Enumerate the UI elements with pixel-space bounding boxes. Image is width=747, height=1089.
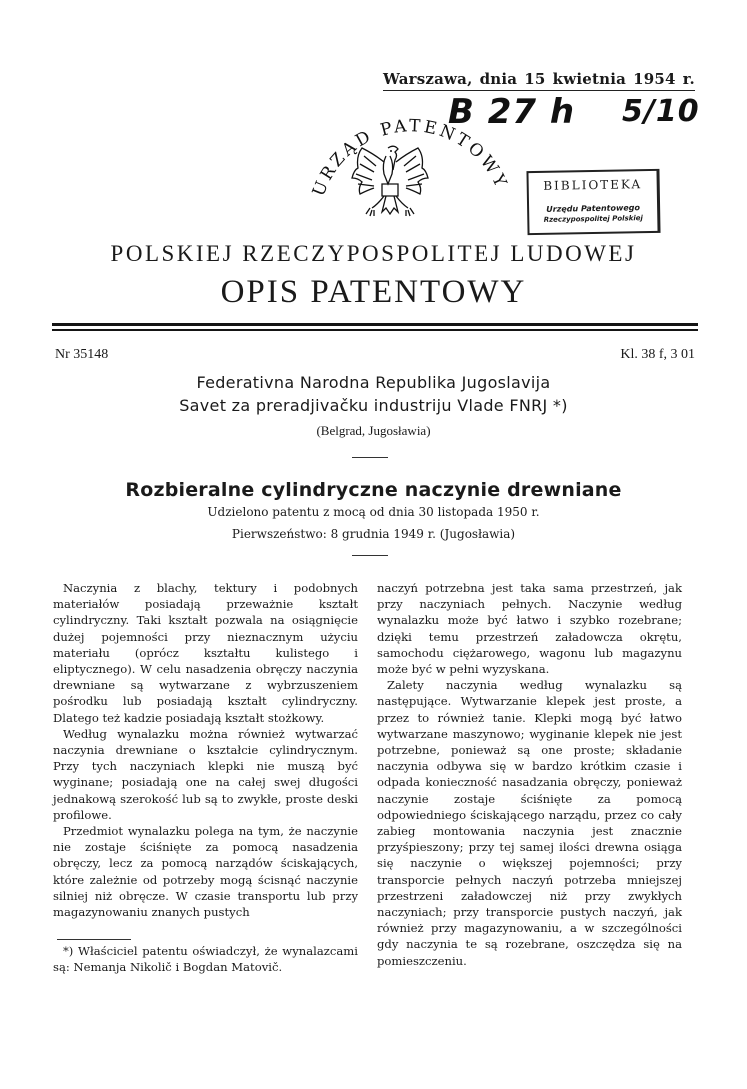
patent-number: Nr 35148 <box>55 347 109 362</box>
date-day-word: dnia <box>479 70 518 88</box>
owner-line-2: Savet za preradjivačku industriju Vlade FNRJ *) <box>179 396 568 415</box>
patent-title: Rozbieralne cylindryczne naczynie drewniane <box>125 479 622 501</box>
office-arch-label: URZĄD PATENTOWY <box>308 116 512 200</box>
date-year: 1954 <box>633 70 676 88</box>
stamp-line1: BIBLIOTEKA <box>543 177 643 193</box>
handwritten-subclass: 5/10 <box>622 94 700 129</box>
stamp-line2: Urzędu Patentowego <box>546 203 641 214</box>
paragraph: Zalety naczynia według wynalazku są następujące. Wytwarzanie klepek jest proste, a przez to również tanie. Klepki mogą być łatwo wytwarzane maszynowo; wyginanie klepek nie jest potrzebne, ponieważ są one proste; składanie naczynia odbywa się w bardzo krótkim czasie i odpada konieczność nasadzania obręczy, ponieważ naczynie zostaje ściśnięte za pomocą odpowiedniego ściskającego narządu, przez co cały zabieg montowania naczynia jest znacznie przyśpieszony; przy tej samej ilości drewna osiąga się naczynie o większej pojemności; przy transporcie pełnych naczyń potrzeba mniejszej przestrzeni załadowczej niż przy zwykłych naczyniach; przy transporcie pustych naczyń, jak również przy magazynowaniu, a w szczególności gdy naczynia te są rozebrane, oszczędza się na pomieszczeniu. <box>377 678 682 968</box>
grant-date: Udzielono patentu z mocą od dnia 30 listopada 1950 r. <box>207 505 540 519</box>
date-day: 15 <box>524 70 546 88</box>
priority-date: Pierwszeństwo: 8 grudnia 1949 r. (Jugosławia) <box>231 527 516 541</box>
handwritten-class: B 27 h <box>448 92 576 132</box>
footnote-rule <box>57 939 131 940</box>
date-place: Warszawa, <box>383 70 473 88</box>
patent-classification: Kl. 38 f, 3 01 <box>620 347 695 362</box>
owner-city: (Belgrad, Jugosławia) <box>316 423 431 438</box>
owner-line-1: Federativna Narodna Republika Jugoslavija <box>196 373 551 392</box>
divider <box>352 457 388 458</box>
masthead-rule-thin <box>52 329 698 331</box>
footnote <box>53 943 358 975</box>
paragraph: Według wynalazku można również wytwarzać naczynia drewniane o kształcie cylindrycznym. Przy tych naczyniach klepki nie muszą być wyginane; posiadają one na całej swej długości jednakową szerokość lub są to zwykłe, proste deski profilowe. <box>53 726 358 822</box>
paragraph: naczyń potrzebna jest taka sama przestrzeń, jak przy naczyniach pełnych. Naczynie według wynalazku może być łatwo i szybko rozebrane; dzięki temu przestrzeń załadowcza okrętu, samochodu ciężarowego, wagonu lub magazynu może być w pełni wyzyskana. <box>377 581 682 677</box>
body-column-left <box>53 580 358 920</box>
divider <box>352 555 388 556</box>
date-suffix: r. <box>682 70 695 88</box>
eagle-emblem-icon <box>344 142 436 220</box>
paragraph: Przedmiot wynalazku polega na tym, że naczynie nie zostaje ściśnięte za pomocą nasadzenia obręczy, lecz za pomocą narządów ściskających, które zależnie od potrzeby mogą ścisnąć naczynie silniej niż obręcze. W czasie transportu lub przy magazynowaniu znanych pustych <box>53 824 358 920</box>
document-type-heading: OPIS PATENTOWY <box>220 274 527 310</box>
paragraph: Naczynia z blachy, tektury i podobnych materiałów posiadają przeważnie kształt cylindryczny. Taki kształt pozwala na osiągnięcie dużej pojemności przy nieznacznym użyciu materiału (oprócz kształtu kulistego i eliptycznego). W celu nasadzenia obręczy naczynia drewniane są wytwarzane z wybrzuszeniem pośrodku lub posiadają kształt cylindryczny. Dlatego też kadzie posiadają kształt stożkowy. <box>53 581 358 725</box>
library-stamp <box>526 169 660 235</box>
masthead-rule-thick <box>52 323 698 326</box>
body-column-right <box>377 580 682 969</box>
date-month: kwietnia <box>552 70 627 88</box>
republic-heading: POLSKIEJ RZECZYPOSPOLITEJ LUDOWEJ <box>110 241 637 266</box>
stamp-line3: Rzeczypospolitej Polskiej <box>543 214 643 224</box>
footnote-text: *) Właściciel patentu oświadczył, że wynalazcami są: Nemanja Nikolič i Bogdan Matovič. <box>53 944 358 975</box>
